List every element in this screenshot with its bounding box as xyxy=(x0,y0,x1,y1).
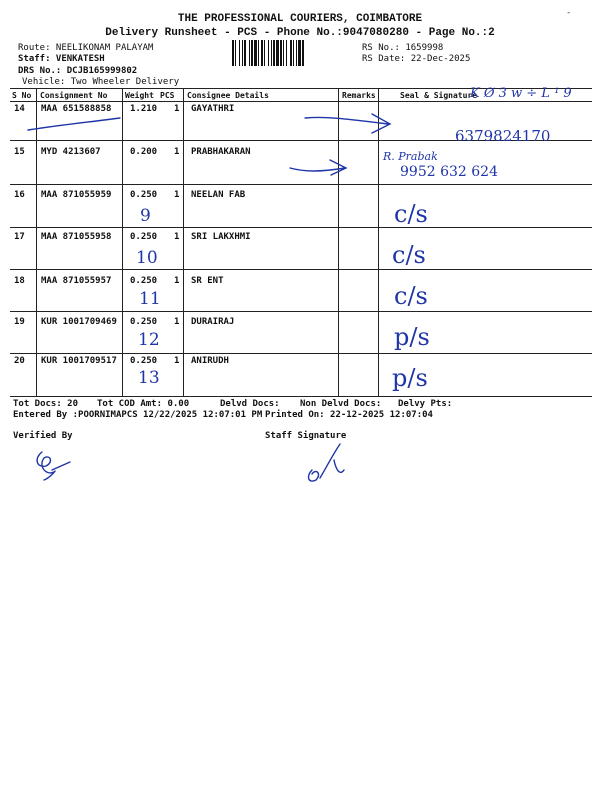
cell-consignment: MAA 871055959 xyxy=(41,190,112,200)
handwritten-phone: 9952 632 624 xyxy=(400,164,498,180)
cell-weight: 0.200 xyxy=(130,147,158,157)
entered-by: Entered By :POORNIMAPCS 12/22/2025 12:07:01 PM xyxy=(13,410,263,420)
cell-pcs: 1 xyxy=(174,276,180,286)
verified-by-label: Verified By xyxy=(13,431,73,441)
drs-number: DRS No.: DCJB165999802 xyxy=(18,66,138,76)
col-header-sno: S No xyxy=(12,91,32,100)
cell-consignee: PRABHAKARAN xyxy=(191,147,251,157)
cell-weight: 0.250 xyxy=(130,317,158,327)
delivery-points: Delvy Pts: xyxy=(398,399,453,409)
col-header-pcs: PCS xyxy=(160,91,175,100)
staff-signature xyxy=(309,444,344,481)
handwritten-phone: 6379824170 xyxy=(455,127,551,145)
cell-weight: 0.250 xyxy=(130,232,158,242)
handwritten-remark: p/s xyxy=(392,364,428,392)
delivered-docs: Delvd Docs: xyxy=(220,399,280,409)
runsheet-subtitle: Delivery Runsheet - PCS - Phone No.:9047080280 - Page No.:2 xyxy=(105,27,495,39)
handwritten-remark: c/s xyxy=(392,241,426,269)
cell-sno: 20 xyxy=(14,356,25,366)
col-header-consignee: Consignee Details xyxy=(187,91,269,100)
cell-pcs: 1 xyxy=(174,317,180,327)
handwritten-row-number: 13 xyxy=(138,368,160,388)
cell-pcs: 1 xyxy=(174,104,180,114)
handwritten-name: R. Prabak xyxy=(383,150,438,163)
cell-sno: 18 xyxy=(14,276,25,286)
cell-pcs: 1 xyxy=(174,356,180,366)
cell-weight: 1.210 xyxy=(130,104,158,114)
arrow-stroke xyxy=(290,160,346,175)
col-header-remarks: Remarks xyxy=(342,91,376,100)
total-docs: Tot Docs: 20 xyxy=(13,399,79,409)
cell-pcs: 1 xyxy=(174,147,180,157)
cell-sno: 16 xyxy=(14,190,25,200)
cell-weight: 0.250 xyxy=(130,190,158,200)
handwritten-row-number: 11 xyxy=(139,289,161,309)
cell-consignee: NEELAN FAB xyxy=(191,190,246,200)
handwritten-row-number: 12 xyxy=(138,330,160,350)
cell-weight: 0.250 xyxy=(130,276,158,286)
non-delivered-docs: Non Delvd Docs: xyxy=(300,399,382,409)
col-header-seal: Seal & Signature xyxy=(400,91,478,100)
total-cod: Tot COD Amt: 0.00 xyxy=(97,399,190,409)
route-label: Route: NEELIKONAM PALAYAM xyxy=(18,43,154,53)
handwritten-row-number: 9 xyxy=(140,206,151,226)
cell-consignee: ANIRUDH xyxy=(191,356,229,366)
handwritten-seal-signature: K Ø 3 w ÷ L ¹ 9 xyxy=(470,86,572,101)
handwritten-row-number: 10 xyxy=(136,248,158,268)
cell-pcs: 1 xyxy=(174,190,180,200)
cell-consignment: MYD 4213607 xyxy=(41,147,101,157)
cell-sno: 15 xyxy=(14,147,25,157)
corner-mark: - xyxy=(566,8,572,18)
cell-weight: 0.250 xyxy=(130,356,158,366)
cell-sno: 14 xyxy=(14,104,25,114)
rs-number: RS No.: 1659998 xyxy=(362,43,444,53)
cell-pcs: 1 xyxy=(174,232,180,242)
arrow-stroke xyxy=(28,118,120,130)
company-name: THE PROFESSIONAL COURIERS, COIMBATORE xyxy=(177,13,423,25)
staff-label: Staff: VENKATESH xyxy=(18,54,105,64)
cell-consignee: DURAIRAJ xyxy=(191,317,235,327)
verified-signature xyxy=(37,452,70,480)
cell-consignee: GAYATHRI xyxy=(191,104,235,114)
col-header-weight: Weight xyxy=(125,91,154,100)
cell-sno: 19 xyxy=(14,317,25,327)
cell-sno: 17 xyxy=(14,232,25,242)
cell-consignment: KUR 1001709469 xyxy=(41,317,117,327)
cell-consignment: MAA 871055957 xyxy=(41,276,112,286)
cell-consignee: SR ENT xyxy=(191,276,224,286)
cell-consignment: MAA 871055958 xyxy=(41,232,112,242)
col-header-consignment: Consignment No xyxy=(40,91,108,100)
arrow-stroke xyxy=(305,114,390,133)
rs-date: RS Date: 22-Dec-2025 xyxy=(362,54,471,64)
cell-consignee: SRI LAKXHMI xyxy=(191,232,251,242)
handwritten-remark: c/s xyxy=(394,282,428,310)
staff-signature-label: Staff Signature xyxy=(265,431,347,441)
printed-on: Printed On: 22-12-2025 12:07:04 xyxy=(265,410,433,420)
cell-consignment: MAA 651588858 xyxy=(41,104,112,114)
handwritten-remark: p/s xyxy=(394,323,430,351)
vehicle-label: Vehicle: Two Wheeler Delivery xyxy=(22,77,180,87)
handwritten-remark: c/s xyxy=(394,200,428,228)
cell-consignment: KUR 1001709517 xyxy=(41,356,117,366)
